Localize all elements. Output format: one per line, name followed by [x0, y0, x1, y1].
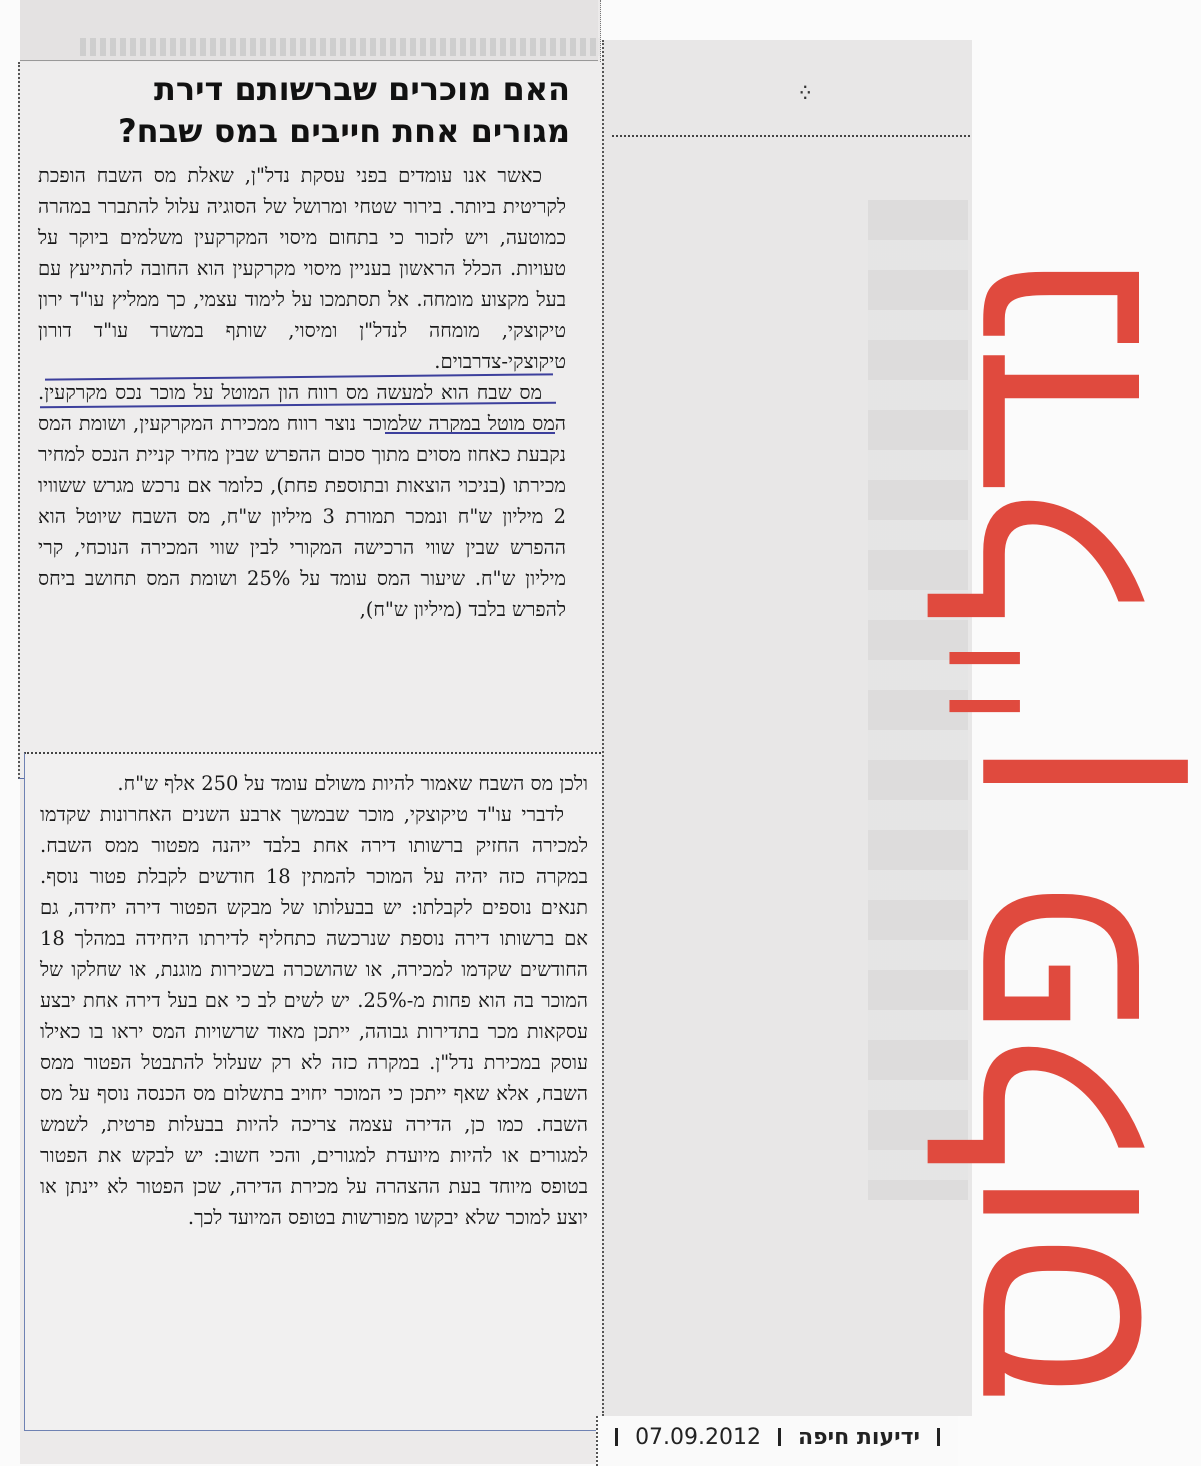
article-paragraph: ולכן מס השבח שאמור להיות משולם עומד על 250 אלף ש"ח. [117, 772, 588, 795]
pen-underline [385, 432, 555, 434]
publication-footer [620, 1425, 950, 1450]
separator-bar [937, 1428, 940, 1446]
section-title: נדל"ן פלוס [899, 255, 1201, 1403]
faded-print-strip [80, 38, 600, 56]
punch-dots: ⁛ [800, 86, 811, 100]
article-paragraph: מס שבח הוא למעשה מס רווח הון המוטל על מוכר נכס מקרקעין. המס מוטל במקרה שלמוכר נוצר רווח ממכירת המקרקעין, ושומת המס נקבעת כאחוז מסוים מתוך סכום ההפרש שבין מחיר קניית הנכס למחיר מכירתו (בניכוי הוצאות ובתוספת פחת), כלומר אם נרכש מגרש ששוויו 2 מיליון ש"ח ונמכר תמורת 3 מיליון ש"ח, מס השבח שיוטל הוא ההפרש שבין שווי הרכישה המקורי לבין שווי המכירה הנוכחי, קרי מיליון ש"ח. שיעור המס עומד על 25% ושומת המס תחושב ביחס להפרש בלבד (מיליון ש"ח), [38, 381, 566, 621]
newspaper-name: ידיעות חיפה [798, 1425, 920, 1450]
separator-bar [615, 1428, 618, 1446]
separator-bar [778, 1428, 781, 1446]
article-paragraph: לדברי עו"ד טיקוצקי, מוכר שבמשך ארבע השנים האחרונות שקדמו למכירה החזיק ברשותו דירה אחת בלבד ייהנה מפטור ממס השבח. במקרה כזה יהיה על המוכר להמתין 18 חודשים לקבלת פטור נוסף. תנאים נוספים לקבלתו: יש בבעלותו של מבקש הפטור דירה יחידה, גם אם ברשותו דירה נוספת שנרכשה כתחליף לדירתו היחידה במהלך 18 החודשים שקדמו למכירה, או שהושכרה בשכירות מוגנת, או שחלקו של המוכר בה הוא פחות מ-25%. יש לשים לב כי אם בעל דירה אחת יבצע עסקאות מכר בתדירות גבוהה, ייתכן מאוד שרשויות המס יראו בו כאילו עוסק במכירת נדל"ן. במקרה כזה לא רק שעלול להתבטל הפטור ממס השבח, אלא שאף ייתכן כי המוכר יחויב בתשלום מס הכנסה נוסף על מס השבח. כמו כן, הדירה עצמה צריכה להיות בבעלות פרטית, לשמש למגורים או להיות מיועדת למגורים, והכי חשוב: יש לבקש את הפטור בטופס מיוחד בעת ההצהרה על מכירת הדירה, שכן הפטור לא יינתן או יוצע למוכר שלא יבקשו מפורשות בטופס המיועד לכך. [40, 803, 589, 1229]
torn-top-strip [20, 0, 598, 61]
publication-date: 07.09.2012 [635, 1425, 762, 1450]
article-paragraph: כאשר אנו עומדים בפני עסקת נדל"ן, שאלת מס השבח הופכת לקריטית ביותר. בירור שטחי ומרושל של הסוגיה עלול להתברר במהרה כמוטעה, ויש לזכור כי בתחום מיסוי המקרקעין משלמים ביוקר על טעויות. הכלל הראשון בעניין מיסוי מקרקעין הוא החובה להתייעץ עם בעל מקצוע מומחה. אל תסתמכו על לימוד עצמי, כך ממליץ עו"ד ירון טיקוצקי, מומחה לנדל"ן ומיסוי, שותף במשרד עו"ד דורון טיקוצקי-צדרבוים. [38, 164, 566, 373]
article-column-lower [40, 768, 588, 1233]
article-headline: האם מוכרים שברשותם דירת מגורים אחת חייבים במס שבח? [118, 70, 570, 150]
article-column-upper [38, 160, 566, 625]
